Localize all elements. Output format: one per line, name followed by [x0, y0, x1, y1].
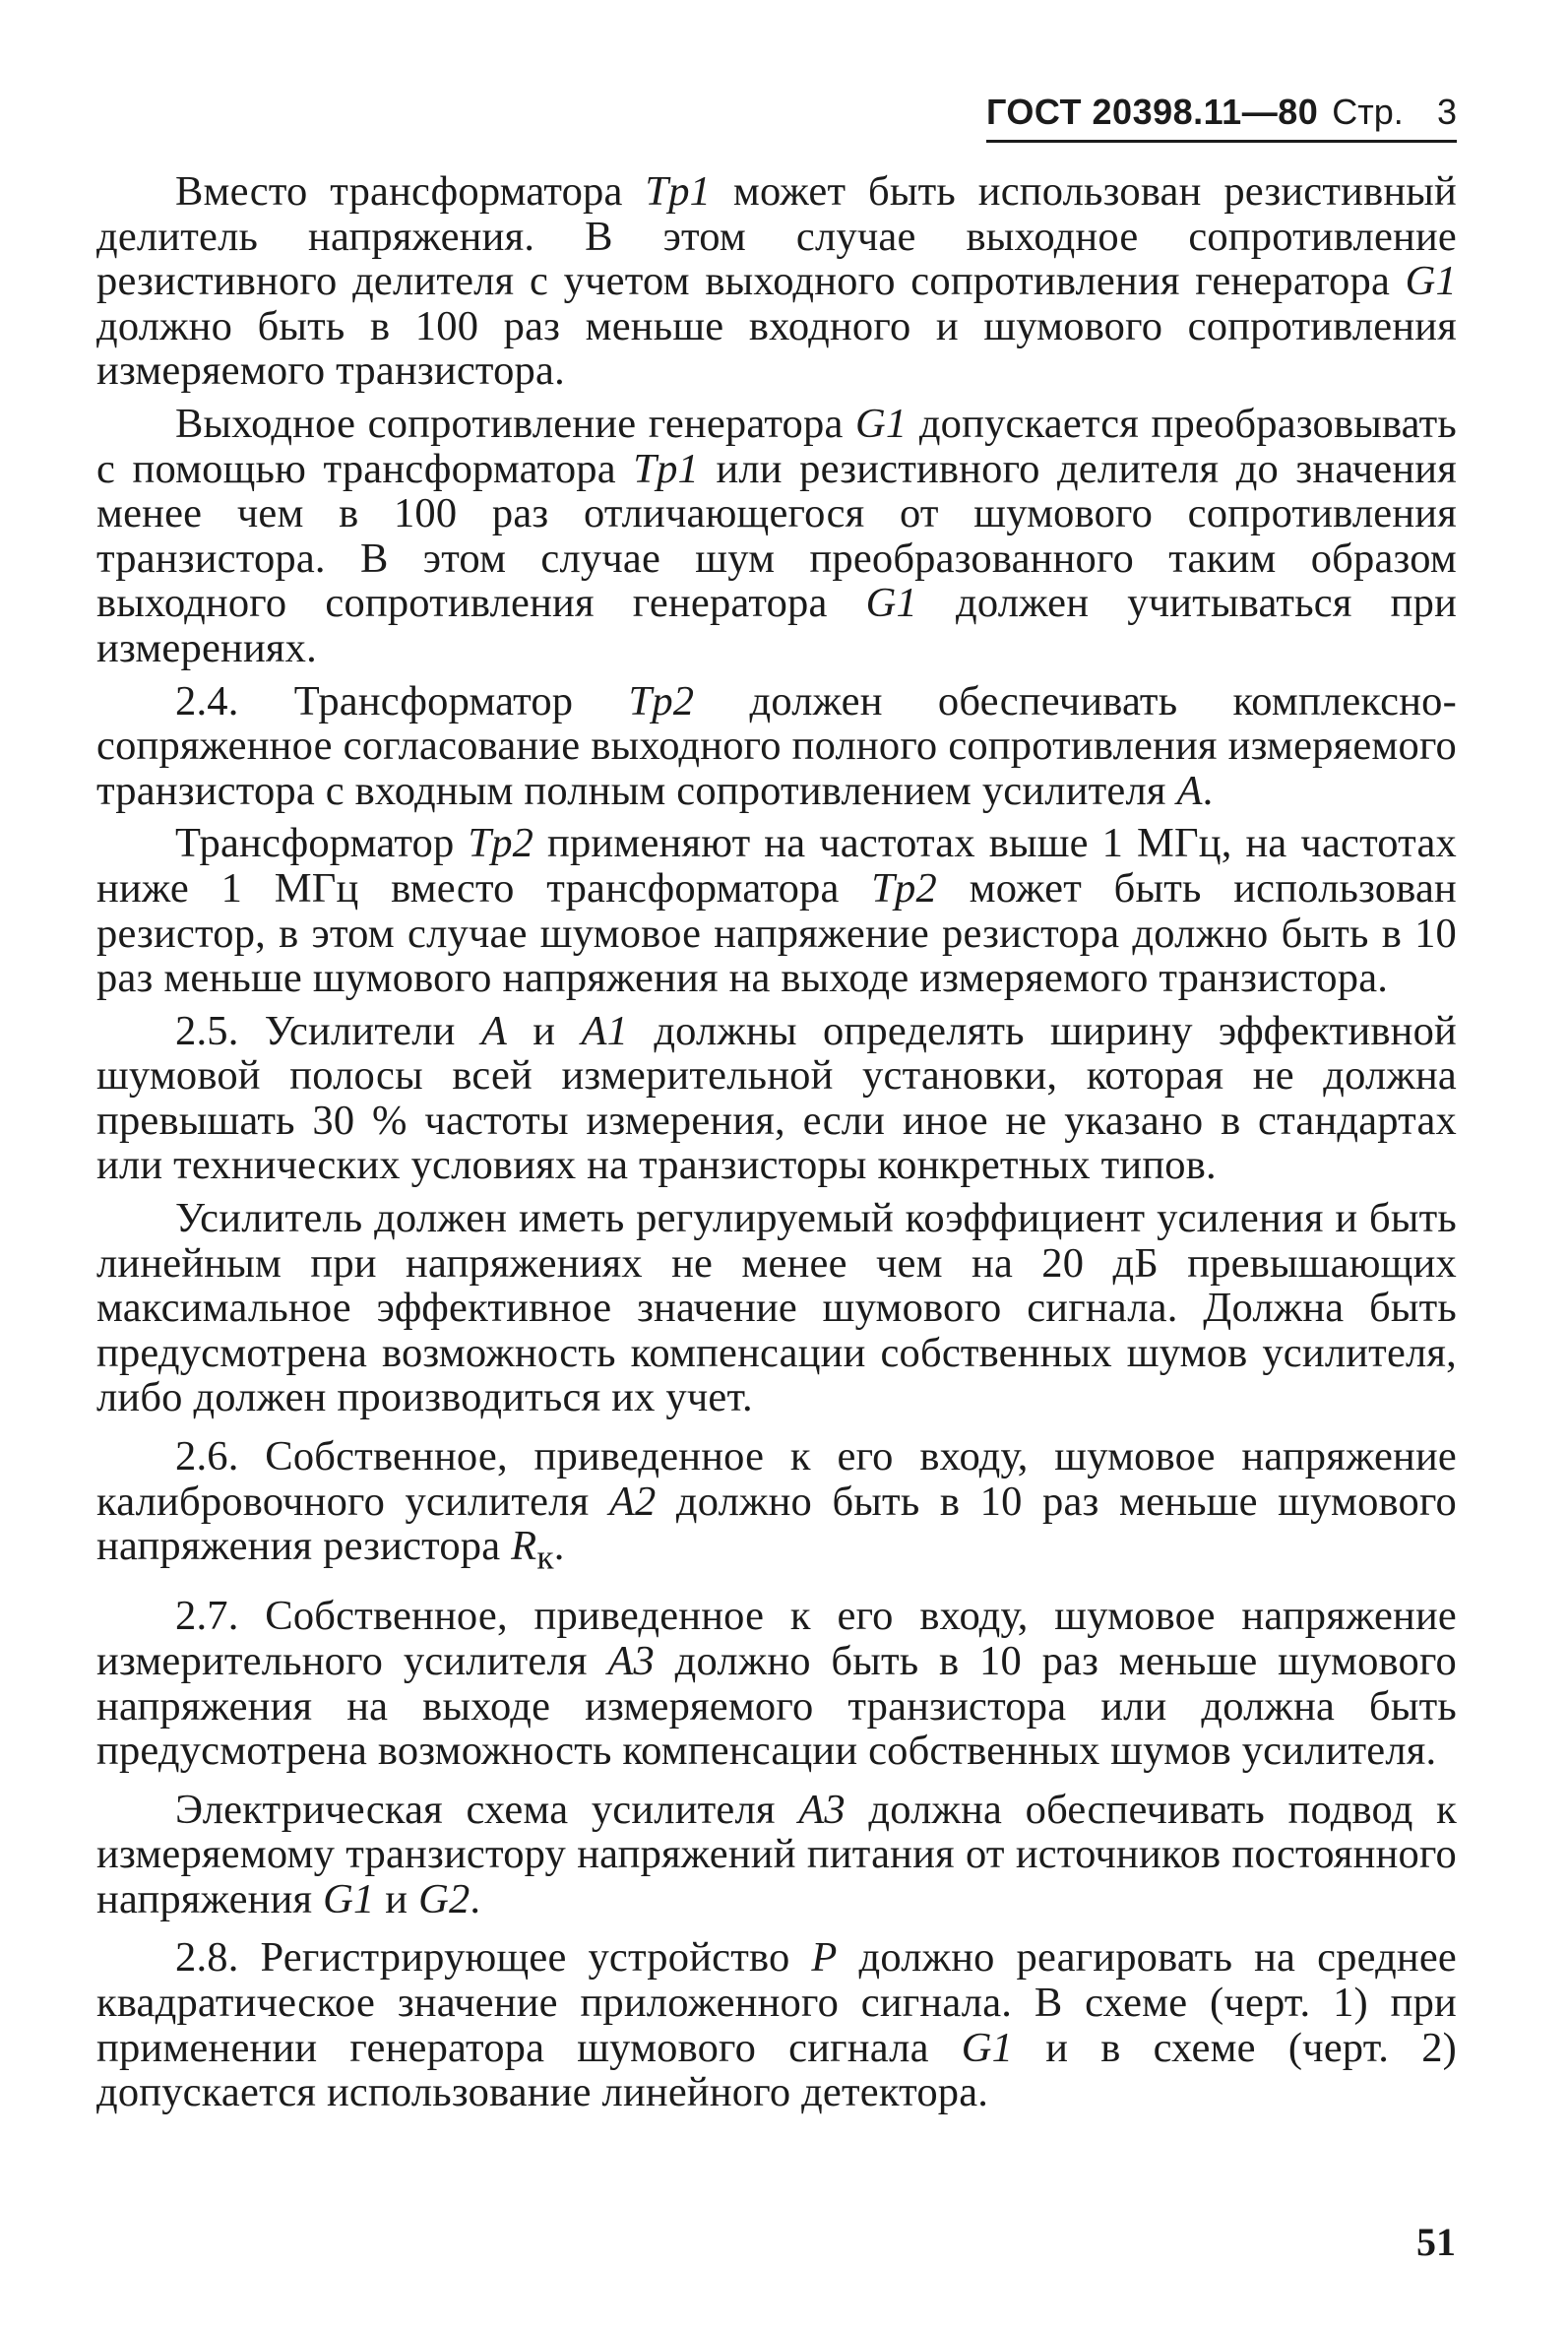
document-body: [96, 169, 1457, 2123]
text-run: может быть использован резистор, в этом случае шумовое напряжение резистора должно быть в 10 раз меньше шумового напряжения на выходе измеряемого транзистора.: [96, 864, 1457, 1002]
text-run: должно реагировать на среднее квадратическое значение приложенного сигнала. В схеме (черт. 1) при применении генератора шумового сигнала: [96, 1934, 1457, 2071]
paragraph: [96, 1196, 1457, 1420]
text-run: должны определять ширину эффективной шумовой полосы всей измерительной установки, которая не должна превышать 30 % частоты измерения, если иное не указано в стандартах или технических условиях на транзисторы конкретных типов.: [96, 1007, 1457, 1189]
text-run: и в схеме (черт. 2) допускается использование линейного детектора.: [96, 2024, 1458, 2116]
italic-symbol: Tp2: [871, 864, 937, 912]
paragraph: [96, 402, 1457, 671]
text-run: Электрическая схема усилителя: [175, 1786, 799, 1833]
text-run: Усилитель должен иметь регулируемый коэффициент усиления и быть линейным при напряжениях не менее чем на 20 дБ превышающих максимальное эффективное значение шумового сигнала. Должна быть предусмотрена возможность компенсации собственных шумов усилителя, либо должен производиться их учет.: [96, 1195, 1457, 1421]
italic-symbol: A2: [608, 1478, 657, 1525]
text-run: 2.6. Собственное, приведенное к его входу, шумовое напряжение калибровочного усилителя: [96, 1433, 1457, 1525]
italic-symbol: A1: [581, 1007, 629, 1054]
text-run: .: [553, 1523, 565, 1570]
paragraph: [96, 1788, 1457, 1922]
text-run: .: [1202, 767, 1214, 814]
paragraph: [96, 1009, 1457, 1188]
text-run: должна обеспечивать подвод к измеряемому транзистору напряжений питания от источников постоянного напряжения: [96, 1786, 1457, 1922]
text-run: должно быть в 10 раз меньше шумового напряжения резистора: [96, 1478, 1457, 1570]
paragraph: [96, 679, 1457, 814]
paragraph: [96, 169, 1457, 394]
text-run: должно быть в 10 раз меньше шумового напряжения на выходе измеряемого транзистора или должна быть предусмотрена возможность компенсации собственных шумов усилителя.: [96, 1637, 1457, 1775]
text-run: Вместо трансформатора: [175, 168, 646, 215]
text-run: 2.7. Собственное, приведенное к его входу, шумовое напряжение измерительного усилителя: [96, 1593, 1457, 1684]
text-run: должен обеспечивать комплексно- сопряженное согласование выходного полного сопротивления измеряемого транзистора с входным полным сопротивлением усилителя: [96, 677, 1457, 814]
text-run: Трансформатор: [175, 820, 469, 867]
text-run: и: [374, 1875, 419, 1922]
page-number: 51: [1416, 2220, 1456, 2264]
italic-symbol: G2: [418, 1875, 470, 1922]
subscript: к: [536, 1537, 554, 1577]
paragraph: [96, 1594, 1457, 1773]
italic-symbol: G1: [855, 400, 908, 447]
text-run: или резистивного делителя до значения менее чем в 100 раз отличающегося от шумового сопротивления транзистора. В этом случае шум преобразованного таким образом выходного сопротивления генератора: [96, 445, 1457, 627]
italic-symbol: G1: [323, 1875, 375, 1922]
italic-symbol: Tp2: [628, 677, 695, 724]
paragraph: [96, 821, 1457, 1000]
italic-symbol: A: [1176, 767, 1203, 814]
italic-symbol: R: [511, 1523, 537, 1570]
text-run: может быть использован резистивный делитель напряжения. В этом случае выходное сопротивление резистивного делителя с учетом выходного сопротивления генератора: [96, 168, 1457, 305]
italic-symbol: Tp2: [468, 820, 534, 867]
italic-symbol: G1: [961, 2024, 1014, 2071]
text-run: и: [506, 1007, 582, 1054]
page-label: Стр.: [1332, 92, 1404, 132]
text-run: .: [470, 1875, 481, 1922]
italic-symbol: G1: [865, 580, 917, 627]
standard-number: ГОСТ 20398.11—80: [986, 92, 1319, 132]
paragraph: [96, 1434, 1457, 1580]
header-page-number: 3: [1436, 92, 1457, 132]
italic-symbol: Tp1: [633, 445, 699, 492]
italic-symbol: A3: [798, 1786, 846, 1833]
page-header: [986, 91, 1457, 143]
text-run: должен учитываться при измерениях.: [96, 580, 1458, 671]
paragraph: [96, 1935, 1457, 2114]
text-run: допускается преобразовывать с помощью трансформатора: [96, 400, 1457, 492]
italic-symbol: A3: [607, 1637, 655, 1684]
italic-symbol: A: [480, 1007, 507, 1054]
italic-symbol: G1: [1405, 258, 1457, 305]
text-run: 2.8. Регистрирующее устройство: [175, 1934, 812, 1982]
text-run: Выходное сопротивление генератора: [175, 400, 856, 447]
text-run: применяют на частотах выше 1 МГц, на частотах ниже 1 МГц вместо трансформатора: [96, 820, 1457, 912]
text-run: должно быть в 100 раз меньше входного и шумового сопротивления измеряемого транзистора.: [96, 302, 1457, 395]
italic-symbol: P: [811, 1934, 838, 1982]
text-run: 2.4. Трансформатор: [175, 677, 629, 724]
italic-symbol: Tp1: [645, 168, 712, 215]
text-run: 2.5. Усилители: [175, 1007, 481, 1054]
